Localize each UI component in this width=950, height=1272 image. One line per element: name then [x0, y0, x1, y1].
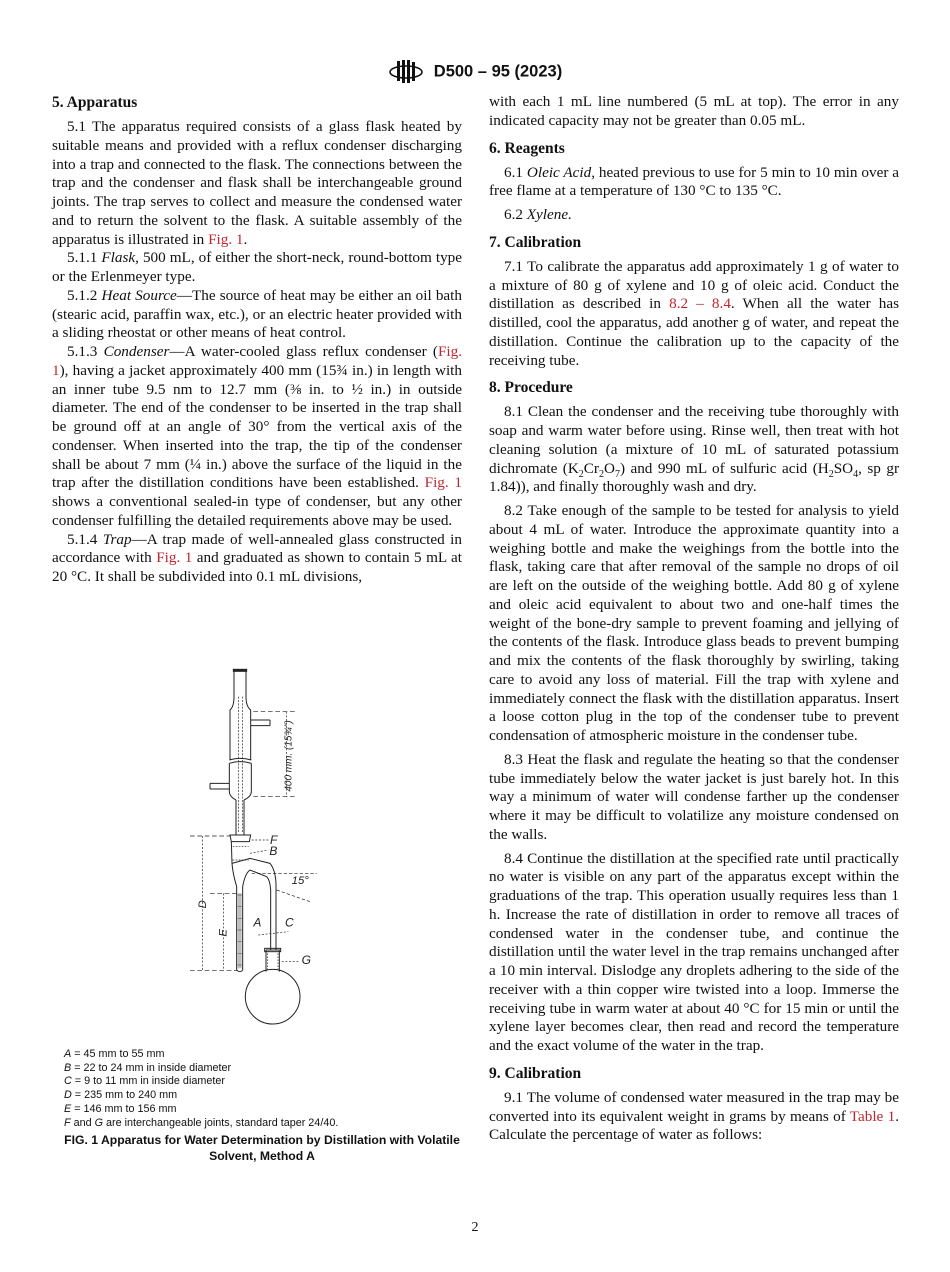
legend-symbol: D	[64, 1089, 72, 1102]
legend-row	[64, 1062, 338, 1076]
legend-symbol: E	[64, 1102, 72, 1115]
paragraph	[52, 531, 462, 587]
right-column	[489, 93, 899, 1150]
text-run: O	[603, 459, 615, 477]
section-heading: 9. Calibration	[489, 1064, 582, 1082]
legend-text: = 45 mm to 55 mm	[71, 1048, 165, 1060]
paragraph	[489, 1089, 899, 1145]
subscript: 7	[614, 468, 620, 480]
text-run: 500 mL, of either the short-neck, round-bottom type or the Erlenmeyer type.	[52, 249, 462, 285]
legend-row	[64, 1048, 338, 1062]
label-d: D	[197, 900, 209, 909]
trap-continuation: with each 1 mL line numbered (5 mL at top). The error in any indicated capacity may not be greater than 0.05 mL.	[489, 93, 899, 129]
legend-row	[64, 1103, 338, 1117]
text-run: ), having a jacket approximately 400 mm (15¾ in.) in length with an inner tube 9.5 nm to 12.7 mm (⅜ in. to ½ in.) in outside diameter. The end of the condenser to be inserted in the trap shall be ground off at an angle of 30° from the vertical axis of the condenser. When inserted into the trap, the tip of the condenser shall be about 7 mm (¼ in.) above the surface of the liquid in the trap after the distillation conditions have been established.	[52, 361, 462, 492]
text-run: 5.1.4	[67, 530, 103, 548]
text-run: Condenser	[103, 343, 170, 360]
section-heading: 8. Procedure	[489, 379, 573, 397]
paragraph	[489, 403, 899, 497]
text-run: 9.1 The volume of condensed water measured in the trap may be converted into its equivalent weight in grams by means of	[489, 1088, 899, 1125]
text-run: . When all the water has distilled, cool the apparatus, add another g of water, and repeat the distillation. Continue the calibration up to the capacity of the receiving tube.	[489, 295, 900, 369]
label-f: F	[270, 833, 278, 847]
apparatus-figure	[190, 660, 330, 1060]
cross-reference-link[interactable]: 8.2 – 8.4	[669, 295, 731, 313]
cross-reference-link[interactable]: Fig. 1	[52, 343, 462, 379]
label-b: B	[269, 844, 278, 858]
legend-symbol: G	[94, 1116, 104, 1129]
subscript: 2	[578, 468, 584, 480]
legend-text: = 146 mm to 156 mm	[71, 1102, 177, 1115]
legend-row	[64, 1075, 338, 1089]
subscript: 4	[853, 468, 859, 480]
page-number: 2	[471, 1220, 479, 1235]
label-g: G	[301, 953, 312, 967]
text-run: 8.4 Continue the distillation at the specified rate until practically no water is visible on any part of the apparatus except within the graduations of the trap. This operation usually requires less than 1 h. Increase the rate of distillation in order to remove all traces of condensed water in the condenser tube, and continue the distillation until the water level in the trap remains unchanged after a 10 min interval. Dislodge any droplets adhering to the side of the receiver with a thin copper wire twisted into a loop. Immerse the receiving tube in warm water at about 40 °C for 15 min or until the xylene layer becomes clear, then read and record the temperature and the exact volume of the water in the trap.	[489, 849, 899, 1054]
legend-text: and	[70, 1116, 95, 1129]
text-run: 6.2	[504, 206, 527, 223]
text-run: shows a conventional sealed-in type of condenser, but any other condenser fulfilling the detailed requirements above may be used.	[52, 493, 462, 529]
text-run: 7.1 To calibrate the apparatus add approximately 1 g of water to a mixture of 80 g of xylene and 10 g of oleic acid. Conduct the distillation as described in	[489, 257, 899, 313]
text-run: Trap	[102, 530, 132, 548]
cross-reference-link[interactable]: Fig. 1	[424, 474, 462, 492]
label-c: C	[285, 915, 294, 930]
subscript: 2	[828, 468, 834, 480]
text-run: . Calculate the percentage of water as follows:	[489, 1107, 899, 1144]
text-run: 5.1.1	[67, 249, 102, 267]
condenser-drawing	[210, 669, 270, 835]
text-run: 5.1 The apparatus required consists of a glass flask heated by suitable means and provided with a reflux condenser discharging into a trap and connected to the flask. The connections between the trap and the condenser and flask shall be interchangeable ground joints. The trap serves to collect and measure the condensed water and to return the solvent to the flask. A suitable assembly of the apparatus is illustrated in	[52, 118, 462, 248]
cross-reference-link[interactable]: Fig. 1	[208, 230, 244, 248]
figure-legend	[64, 1048, 338, 1130]
paragraph	[52, 249, 462, 287]
text-run: 5.1.2	[67, 286, 102, 304]
cross-reference-link[interactable]: Fig. 1	[156, 549, 193, 567]
paragraph	[52, 343, 462, 531]
text-run: —A trap made of well-annealed glass constructed in accordance with	[52, 530, 462, 567]
right-sections	[489, 139, 899, 1146]
text-run: and graduated as shown to contain 5 mL at 20 °C. It shall be subdivided into 0.1 mL divisions,	[52, 549, 463, 585]
legend-text: = 9 to 11 mm in inside diameter	[71, 1075, 225, 1088]
cross-reference-link[interactable]: Table 1	[849, 1107, 896, 1125]
section-heading-apparatus: 5. Apparatus	[52, 94, 138, 111]
paragraph	[489, 258, 899, 371]
legend-row	[64, 1117, 338, 1131]
text-run: 8.1 Clean the condenser and the receiving tube thoroughly with soap and warm water before using. Rinse well, then treat with hot cleaning solution (a mixture of 10 mL of saturated potassium dichromate (K	[489, 403, 899, 477]
text-run: Flask,	[101, 249, 139, 267]
text-run: Cr	[583, 459, 599, 477]
section-heading: 7. Calibration	[489, 233, 582, 251]
text-run: —A water-cooled glass reflux condenser (	[169, 343, 438, 360]
text-run: Xylene.	[526, 206, 572, 223]
legend-text: = 22 to 24 mm in inside diameter	[71, 1061, 232, 1074]
section-heading: 6. Reagents	[489, 139, 565, 157]
astm-logo-icon	[388, 58, 424, 86]
paragraph	[489, 164, 899, 202]
legend-symbol: A	[64, 1048, 72, 1060]
text-run: 8.2 Take enough of the sample to be tested for analysis to yield about 4 mL of water. Introduce the approximate quantity into a weighing bottle and make the weighings from the bottle into the flask, taking care that after removal of the sample no drops of oil are left on the outside of the weighing bottle. Add 80 g of xylene and oleic acid equivalent to about two and one-half times the weight of the bone-dry sample to prevent foaming and jellying of the contents of the flask. Introduce glass beads to prevent bumping and mix the contents of the flask thoroughly by swirling, taking care to avoid any loss of material. Fill the trap with xylene and immediately connect the flask with the distillation apparatus. Insert a loose cotton plug in the top of the condenser tube to prevent condensation of atmospheric moisture in the condenser tube.	[489, 502, 899, 744]
label-a: A	[253, 915, 262, 930]
text-run: 6.1	[504, 163, 527, 181]
legend-text: = 235 mm to 240 mm	[71, 1089, 178, 1102]
text-run: —The source of heat may be either an oil bath (stearic acid, paraffin wax, etc.), or an electric heater provided with a sliding rheostat or other means of heat control.	[52, 286, 462, 342]
text-run: , sp gr 1.84)), and finally thoroughly wash and dry.	[489, 459, 899, 496]
legend-symbol: B	[64, 1061, 72, 1074]
figure-caption: FIG. 1 Apparatus for Water Determination by Distillation with Volatile Solvent, Method A	[64, 1133, 460, 1163]
label-angle: 15°	[291, 875, 309, 887]
paragraph	[489, 502, 899, 746]
text-run: .	[243, 230, 248, 248]
legend-text: are interchangeable joints, standard taper 24/40.	[103, 1116, 339, 1129]
text-run: Heat Source	[101, 286, 177, 304]
paragraph	[489, 206, 899, 225]
text-run: heated previous to use for 5 min to 10 min over a free flame at a temperature of 130 °C to 135 °C.	[489, 163, 900, 200]
legend-symbol: C	[64, 1075, 72, 1088]
label-400mm: 400 mm. (15¾")	[283, 720, 295, 792]
left-column	[52, 93, 462, 587]
text-run: SO	[833, 459, 854, 477]
dimension-lines	[190, 712, 317, 971]
apparatus-paragraphs	[52, 118, 462, 587]
paragraph	[489, 751, 899, 845]
subscript: 2	[598, 468, 604, 480]
legend-row	[64, 1089, 338, 1103]
paragraph	[52, 118, 462, 249]
page-header	[0, 58, 950, 86]
paragraph	[52, 287, 462, 343]
legend-symbol: F	[64, 1116, 71, 1129]
text-run: 8.3 Heat the flask and regulate the heating so that the condenser tube immediately below the water jacket is just barely hot. In this way a minimum of water will condense farther up the condenser where it may be difficult to volatilize any moisture condensed on the walls.	[489, 750, 899, 843]
text-run: ) and 990 mL of sulfuric acid (H	[619, 459, 829, 477]
paragraph	[489, 850, 899, 1056]
text-run: Oleic Acid,	[526, 163, 596, 181]
standard-designation: D500 – 95 (2023)	[433, 62, 563, 81]
label-e: E	[217, 929, 230, 937]
flask-drawing	[245, 948, 300, 1024]
text-run: 5.1.3	[67, 343, 104, 360]
